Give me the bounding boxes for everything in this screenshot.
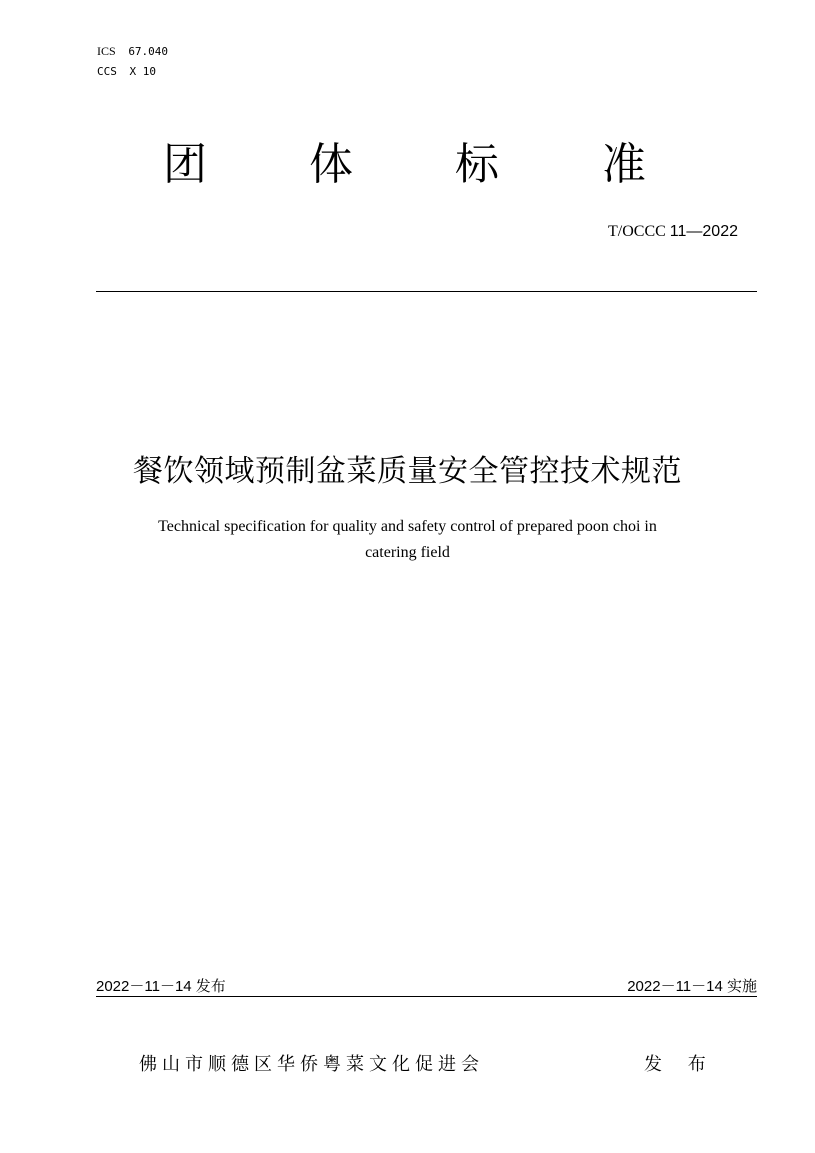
standard-number xyxy=(608,223,738,241)
standard-type-char-1: 团 xyxy=(163,139,207,190)
standard-type-heading xyxy=(0,128,815,188)
english-title-line-2: catering field xyxy=(365,544,450,561)
ics-label: ICS xyxy=(97,44,116,58)
standard-type-char-3: 标 xyxy=(455,139,499,190)
ics-row xyxy=(97,41,174,62)
ccs-label: CCS xyxy=(97,65,117,78)
ccs-code: X 10 xyxy=(129,65,156,78)
chinese-title: 餐饮领域预制盆菜质量安全管控技术规范 xyxy=(133,454,682,489)
classification-codes xyxy=(97,41,174,82)
standard-type-char-4: 准 xyxy=(602,139,646,190)
english-title xyxy=(100,514,715,566)
dates-row xyxy=(96,975,757,997)
footer-divider xyxy=(96,996,757,997)
header-divider xyxy=(96,291,757,292)
issue-label: 发 布 xyxy=(644,1054,716,1075)
publish-date: 2022－11－14 发布 xyxy=(96,978,226,995)
publisher-name: 佛山市顺德区华侨粤菜文化促进会 xyxy=(139,1054,484,1075)
ccs-row xyxy=(97,62,174,82)
standard-type-char-2: 体 xyxy=(309,139,353,190)
ics-code: 67.040 xyxy=(128,45,169,58)
implement-date: 2022－11－14 实施 xyxy=(627,978,757,995)
standard-number-prefix: T/OCCC xyxy=(608,223,666,240)
standard-number-value: 11—2022 xyxy=(669,223,738,240)
english-title-line-1: Technical specification for quality and safety control of prepared poon choi in xyxy=(158,518,657,535)
